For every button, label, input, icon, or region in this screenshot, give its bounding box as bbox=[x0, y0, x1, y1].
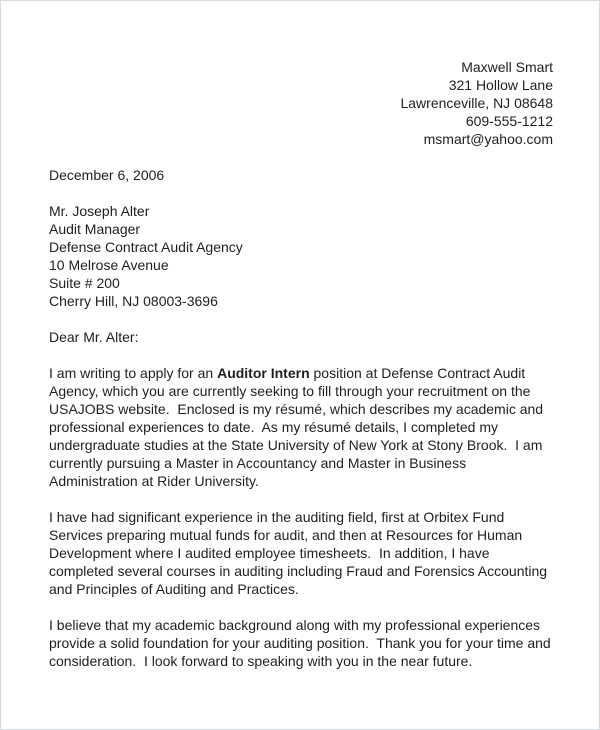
sender-phone: 609-555-1212 bbox=[465, 113, 553, 129]
body-paragraph-1 bbox=[49, 364, 553, 490]
recipient-name: Mr. Joseph Alter bbox=[49, 203, 150, 219]
body-paragraph-2: I have had significant experience in the auditing field, first at Orbitex Fund Services preparing mutual funds for audit, and then at Resources for Human Development where I audited employee timesheets. In addition, I have completed several courses in auditing including Fraud and Forensics Accounting and Principles of Auditing and Practices. bbox=[49, 509, 551, 597]
recipient-company: Defense Contract Audit Agency bbox=[49, 239, 243, 255]
sender-city-state-zip: Lawrenceville, NJ 08648 bbox=[400, 95, 553, 111]
sender-address-block bbox=[49, 58, 553, 148]
sender-street: 321 Hollow Lane bbox=[448, 77, 553, 93]
paragraph-1-text-after-bold: position at Defense Contract Audit Agency, which you are currently seeking to fill through your recruitment on the USAJOBS website. Enclosed is my résumé, which describes my academic and professional experiences to date. As my résumé details, I completed my undergraduate studies at the State University of New York at Stony Brook. I am currently pursuing a Master in Accountancy and Master in Business Administration at Rider University. bbox=[49, 365, 547, 489]
recipient-street: 10 Melrose Avenue bbox=[49, 257, 169, 273]
recipient-suite: Suite # 200 bbox=[49, 275, 120, 291]
recipient-address-block bbox=[49, 202, 553, 310]
body-paragraph-3: I believe that my academic background along with my professional experiences provide a solid foundation for your auditing position. Thank you for your time and consideration. I look forward to speaking with you in the near future. bbox=[49, 617, 555, 669]
sender-email: msmart@yahoo.com bbox=[423, 131, 553, 147]
salutation: Dear Mr. Alter: bbox=[49, 329, 139, 345]
position-title-bold: Auditor Intern bbox=[217, 365, 310, 381]
paragraph-1-text-before-bold: I am writing to apply for an bbox=[49, 365, 218, 381]
sender-name: Maxwell Smart bbox=[461, 59, 553, 75]
recipient-city-state-zip: Cherry Hill, NJ 08003-3696 bbox=[49, 293, 218, 309]
recipient-title: Audit Manager bbox=[49, 221, 141, 237]
letter-date: December 6, 2006 bbox=[49, 167, 165, 183]
